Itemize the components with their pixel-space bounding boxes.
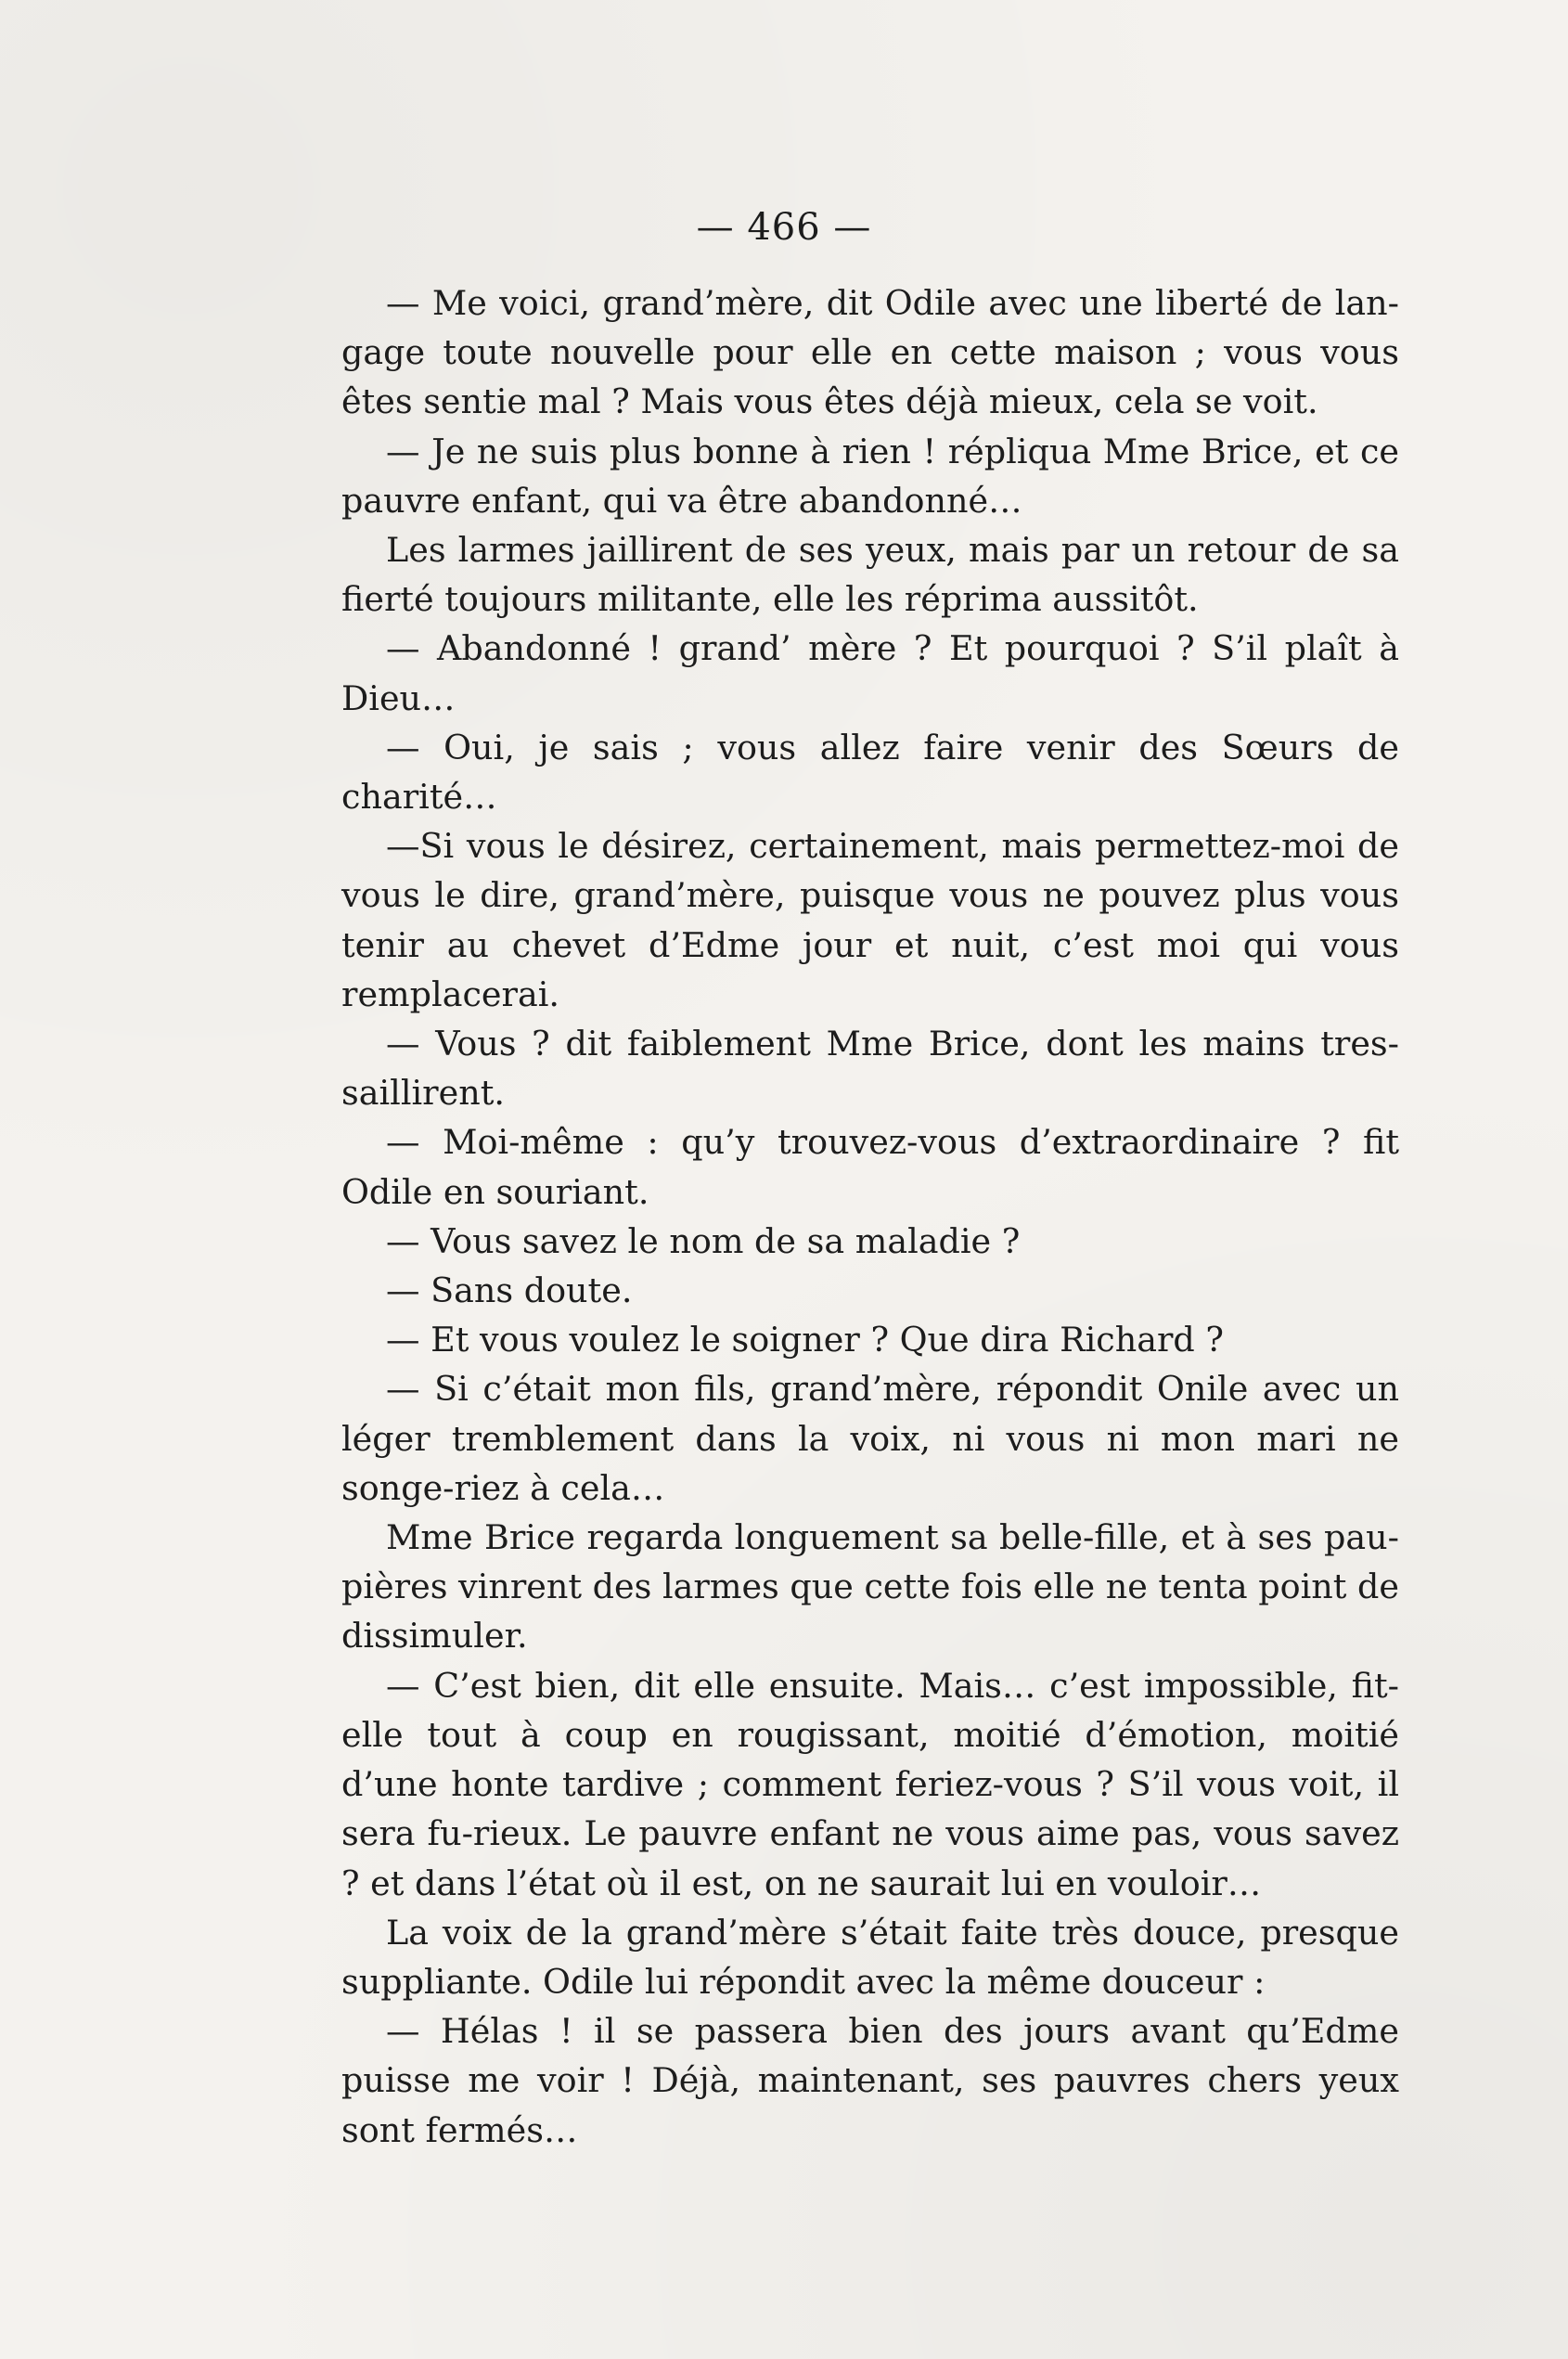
paragraph: — Vous savez le nom de sa maladie ? [386, 1220, 1021, 1261]
paragraph: — Sans doute. [386, 1270, 633, 1311]
paragraph: — Vous ? dit faiblement Mme Brice, dont les mains tres-saillirent. [341, 1024, 1399, 1114]
paragraph: — Oui, je sais ; vous allez faire venir des Sœurs de charité… [341, 727, 1399, 818]
paragraph: — Si c’était mon fils, grand’mère, répondit Onile avec un léger tremblement dans la voix, ni vous ni mon mari ne songe-riez à cela… [341, 1369, 1399, 1508]
paragraph: — Je ne suis plus bonne à rien ! répliqua Mme Brice, et ce pauvre enfant, qui va être abandonné… [341, 431, 1399, 521]
paragraph: — Abandonné ! grand’ mère ? Et pourquoi ? S’il plaît à Dieu… [341, 628, 1399, 718]
paragraph: Les larmes jaillirent de ses yeux, mais par un retour de sa fierté toujours militante, elle les réprima aussitôt. [341, 530, 1399, 620]
paragraph: La voix de la grand’mère s’était faite très douce, presque suppliante. Odile lui répondit avec la même douceur : [341, 1912, 1399, 2002]
paragraph: —Si vous le désirez, certainement, mais permettez-moi de vous le dire, grand’mère, puisque vous ne pouvez plus vous tenir au chevet d’Edme jour et nuit, c’est moi qui vous remplacerai. [341, 826, 1399, 1014]
page-number: — 466 — [696, 206, 872, 249]
paragraph: Mme Brice regarda longuement sa belle-fille, et à ses pau-pières vinrent des larmes que cette fois elle ne tenta point de dissimuler. [341, 1517, 1399, 1656]
body-text [341, 278, 1399, 2155]
paragraph: — Moi-même : qu’y trouvez-vous d’extraordinaire ? fit Odile en souriant. [341, 1122, 1399, 1212]
paragraph: — Hélas ! il se passera bien des jours avant qu’Edme puisse me voir ! Déjà, maintenant, ses pauvres chers yeux sont fermés… [341, 2011, 1399, 2150]
paragraph: — Me voici, grand’mère, dit Odile avec une liberté de lan-gage toute nouvelle pour elle en cette maison ; vous vous êtes sentie mal ? Mais vous êtes déjà mieux, cela se voit. [341, 283, 1399, 422]
paragraph: — Et vous voulez le soigner ? Que dira Richard ? [386, 1320, 1224, 1360]
paragraph: — C’est bien, dit elle ensuite. Mais… c’est impossible, fit-elle tout à coup en rougissant, moitié d’émotion, moitié d’une honte tardive ; comment feriez-vous ? S’il vous voit, il sera fu-rieux. Le pauvre enfant ne vous aime pas, vous savez ? et dans l’état où il est, on ne saurait lui en vouloir… [341, 1665, 1399, 1903]
